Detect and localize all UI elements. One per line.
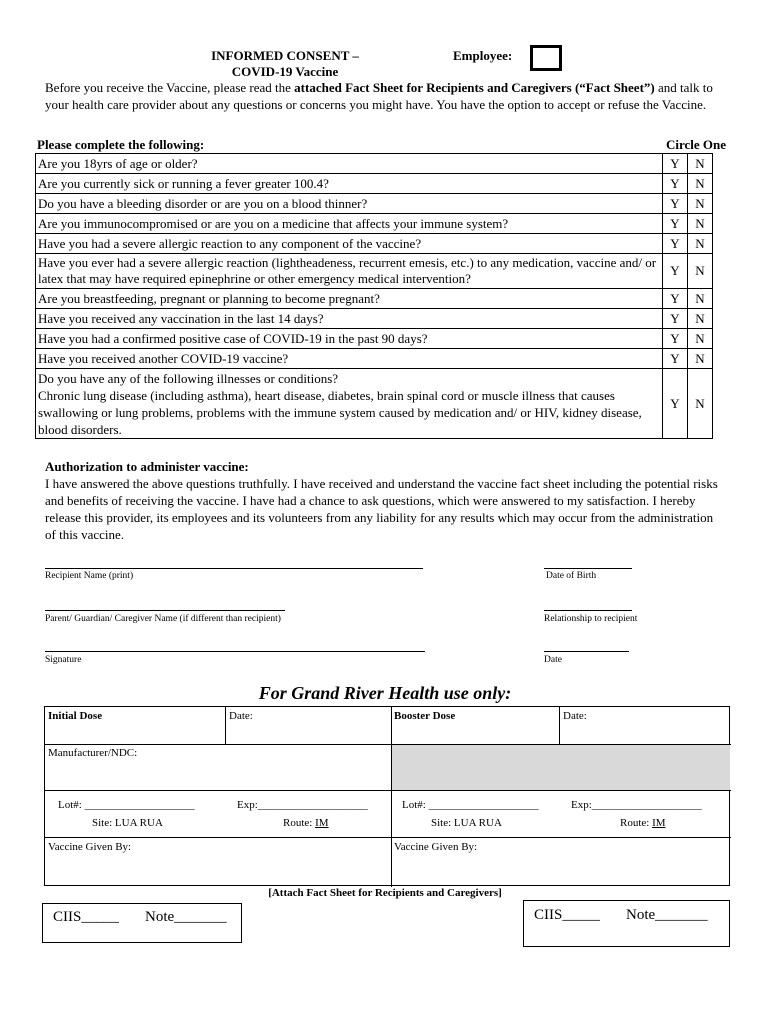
question-conditions-line1: Do you have any of the following illnesses or conditions? <box>38 370 339 386</box>
initial-route[interactable] <box>283 817 329 829</box>
circle-one-header: Circle One <box>666 137 727 152</box>
question-conditions-line2: Chronic lung disease (including asthma), heart disease, diabetes, brain spinal cord or muscle illness that causes swallowing or lung problems, problems with the immune system caused by medication and/ or HIV, kidney disease, blood disorders. <box>38 387 642 437</box>
ciis-box-right <box>523 900 730 947</box>
question-row <box>36 329 713 349</box>
signature-line[interactable] <box>45 651 425 652</box>
guardian-label: Parent/ Guardian/ Caregiver Name (if different than recipient) <box>45 614 281 624</box>
question-row <box>36 254 713 289</box>
booster-route[interactable] <box>620 817 666 829</box>
employee-checkbox[interactable] <box>530 45 562 71</box>
no-option[interactable]: N <box>688 214 713 234</box>
question-text: Have you ever had a severe allergic reaction (lightheadeness, recurrent emesis, etc.) to any medication, vaccine and/ or latex that may have required epinephrine or other emergency medical intervention? <box>36 254 663 289</box>
initial-route-value: IM <box>315 817 329 829</box>
grid-hline-3 <box>45 837 731 838</box>
note-left-label: Note_______ <box>145 909 227 925</box>
question-text: Have you received another COVID-19 vaccine? <box>36 349 663 369</box>
question-row <box>36 194 713 214</box>
yes-option[interactable]: Y <box>663 214 688 234</box>
clinic-grid <box>44 706 730 886</box>
ciis-right-label: CIIS_____ <box>534 907 600 923</box>
ciis-box-left <box>42 903 242 943</box>
question-text: Are you currently sick or running a fever greater 100.4? <box>36 174 663 194</box>
initial-date-label: Date: <box>229 710 253 722</box>
question-row <box>36 289 713 309</box>
no-option[interactable]: N <box>688 194 713 214</box>
form-title-line2: COVID-19 Vaccine <box>231 64 339 79</box>
grid-hline-2 <box>45 790 731 791</box>
yes-option[interactable]: Y <box>663 349 688 369</box>
initial-site[interactable]: Site: LUA RUA <box>92 817 163 829</box>
relationship-line[interactable] <box>544 610 632 611</box>
no-option[interactable]: N <box>688 289 713 309</box>
yes-option[interactable]: Y <box>663 309 688 329</box>
note-right-label: Note_______ <box>626 907 708 923</box>
no-option[interactable]: N <box>688 309 713 329</box>
intro-before: Before you receive the Vaccine, please read the <box>45 80 295 95</box>
booster-route-value: IM <box>652 817 666 829</box>
authorization-heading: Authorization to administer vaccine: <box>45 459 249 474</box>
relationship-label: Relationship to recipient <box>544 614 638 624</box>
yes-option[interactable]: Y <box>663 369 688 439</box>
signature-label: Signature <box>45 655 82 665</box>
yes-option[interactable]: Y <box>663 174 688 194</box>
date-line[interactable] <box>544 651 629 652</box>
form-title-line1: INFORMED CONSENT – <box>211 48 359 63</box>
question-text: Are you breastfeeding, pregnant or planning to become pregnant? <box>36 289 663 309</box>
initial-route-label: Route: <box>283 817 316 829</box>
yes-option[interactable]: Y <box>663 234 688 254</box>
intro-bold: attached Fact Sheet for Recipients and Caregivers (“Fact Sheet”) <box>294 80 655 95</box>
no-option[interactable]: N <box>688 154 713 174</box>
recipient-name-line[interactable] <box>45 568 423 569</box>
booster-exp[interactable]: Exp:____________________ <box>571 799 702 811</box>
yes-option[interactable]: Y <box>663 194 688 214</box>
form-title <box>170 48 400 80</box>
grid-vline-mid <box>391 707 392 887</box>
initial-exp[interactable]: Exp:____________________ <box>237 799 368 811</box>
clinic-title: For Grand River Health use only: <box>258 683 512 703</box>
booster-route-label: Route: <box>620 817 653 829</box>
question-text: Have you received any vaccination in the last 14 days? <box>36 309 663 329</box>
booster-given-by: Vaccine Given By: <box>394 841 478 853</box>
yes-option[interactable]: Y <box>663 154 688 174</box>
no-option[interactable]: N <box>688 329 713 349</box>
question-row <box>36 234 713 254</box>
yes-option[interactable]: Y <box>663 289 688 309</box>
guardian-line[interactable] <box>45 610 285 611</box>
question-text: Are you 18yrs of age or older? <box>36 154 663 174</box>
question-row <box>36 309 713 329</box>
manufacturer-label: Manufacturer/NDC: <box>48 747 138 759</box>
question-row <box>36 214 713 234</box>
booster-date-label: Date: <box>563 710 587 722</box>
grid-vline-right-date <box>559 707 560 744</box>
question-text: Do you have a bleeding disorder or are you on a blood thinner? <box>36 194 663 214</box>
ciis-left-label: CIIS_____ <box>53 909 119 925</box>
booster-site[interactable]: Site: LUA RUA <box>431 817 502 829</box>
gray-shaded-cell <box>391 744 730 790</box>
date-label: Date <box>544 655 562 665</box>
dob-line[interactable] <box>544 568 632 569</box>
no-option[interactable]: N <box>688 174 713 194</box>
booster-lot[interactable]: Lot#: ____________________ <box>402 799 539 811</box>
attach-note: [Attach Fact Sheet for Recipients and Caregivers] <box>268 887 502 899</box>
questions-table <box>35 153 713 439</box>
initial-given-by: Vaccine Given By: <box>48 841 132 853</box>
no-option[interactable]: N <box>688 349 713 369</box>
no-option[interactable]: N <box>688 369 713 439</box>
grid-vline-left-date <box>225 707 226 744</box>
no-option[interactable]: N <box>688 234 713 254</box>
recipient-name-label: Recipient Name (print) <box>45 571 134 581</box>
authorization-section <box>45 458 725 543</box>
grid-hline-1 <box>45 744 731 745</box>
initial-lot[interactable]: Lot#: ____________________ <box>58 799 195 811</box>
yes-option[interactable]: Y <box>663 329 688 349</box>
question-row <box>36 349 713 369</box>
question-text: Have you had a severe allergic reaction to any component of the vaccine? <box>36 234 663 254</box>
question-row <box>36 154 713 174</box>
employee-label: Employee: <box>453 48 513 63</box>
question-row <box>36 174 713 194</box>
yes-option[interactable]: Y <box>663 254 688 289</box>
dob-label: Date of Birth <box>546 571 597 581</box>
intro-text <box>45 80 735 113</box>
question-text: Are you immunocompromised or are you on a medicine that affects your immune system? <box>36 214 663 234</box>
intro-after: and talk to your health care provider about any questions or concerns you might have. You have the option to accept or refuse the Vaccine. <box>45 80 713 112</box>
question-text: Have you had a confirmed positive case of COVID-19 in the past 90 days? <box>36 329 663 349</box>
authorization-text: I have answered the above questions truthfully. I have received and understand the vaccine fact sheet including the potential risks and benefits of receiving the vaccine. I have had a chance to ask questions, which were answered to my satisfaction. I hereby release this provider, its employees and its volunteers from any liability for any results which may occur from the administration of this vaccine. <box>45 476 718 542</box>
no-option[interactable]: N <box>688 254 713 289</box>
initial-dose-label: Initial Dose <box>48 710 103 722</box>
booster-dose-label: Booster Dose <box>394 710 456 722</box>
questions-header: Please complete the following: <box>37 137 205 152</box>
question-text <box>36 369 663 439</box>
question-row <box>36 369 713 439</box>
